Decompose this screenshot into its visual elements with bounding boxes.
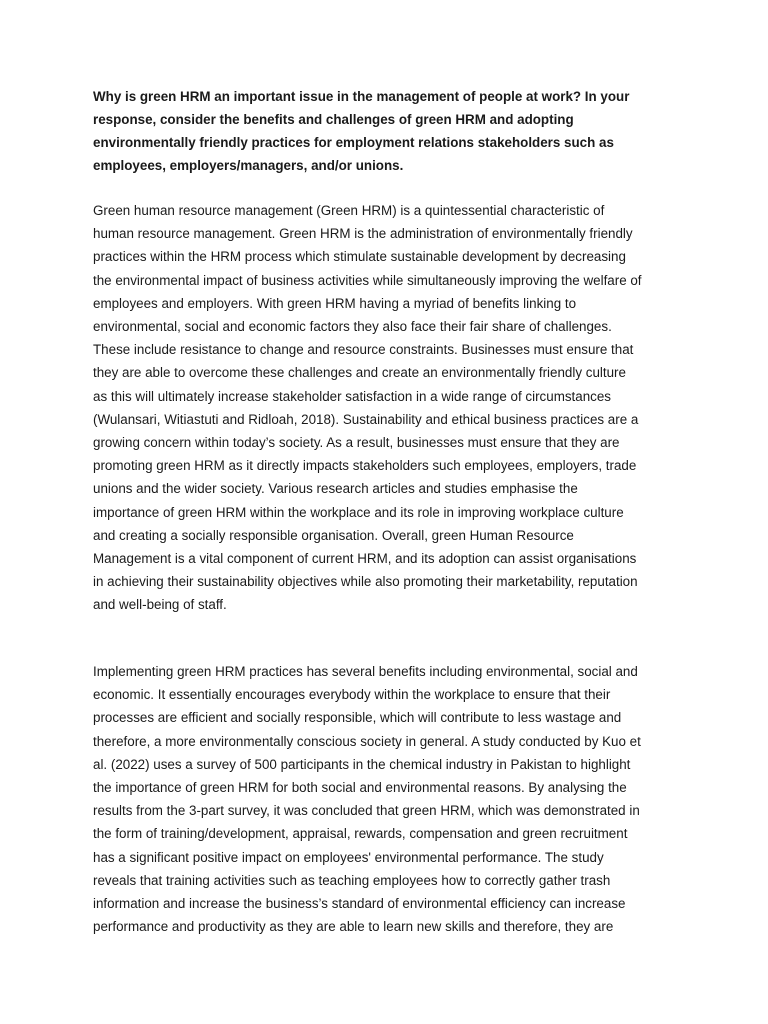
paragraph-benefits bbox=[93, 660, 683, 938]
text-line: environmental, social and economic factors they also face their fair share of challenges. bbox=[93, 319, 612, 335]
text-line: unions and the wider society. Various research articles and studies emphasise the bbox=[93, 481, 578, 497]
text-line: (Wulansari, Witiastuti and Ridloah, 2018). Sustainability and ethical business practices are a bbox=[93, 411, 639, 427]
text-line: as this will ultimately increase stakeholder satisfaction in a wide range of circumstances bbox=[93, 388, 612, 404]
text-line: economic. It essentially encourages everybody within the workplace to ensure that their bbox=[93, 687, 611, 703]
text-line: processes are efficient and socially responsible, which will contribute to less wastage and bbox=[93, 710, 622, 726]
text-line: the environmental impact of business activities while simultaneously improving the welfare of bbox=[93, 272, 642, 288]
text-line: Management is a vital component of current HRM, and its adoption can assist organisations bbox=[93, 551, 637, 567]
text-line: promoting green HRM as it directly impacts stakeholders such employees, employers, trade bbox=[93, 458, 637, 474]
text-line: they are able to overcome these challenges and create an environmentally friendly culture bbox=[93, 365, 626, 381]
text-line: therefore, a more environmentally conscious society in general. A study conducted by Kuo et bbox=[93, 733, 641, 749]
question-line: Why is green HRM an important issue in the management of people at work? In your bbox=[93, 89, 630, 104]
text-line: reveals that training activities such as teaching employees how to correctly gather trash bbox=[93, 872, 611, 888]
text-line: Implementing green HRM practices has several benefits including environmental, social and bbox=[93, 664, 638, 679]
question-line: employees, employers/managers, and/or unions. bbox=[93, 158, 404, 173]
text-line: importance of green HRM within the workplace and its role in improving workplace culture bbox=[93, 504, 624, 520]
text-line: has a significant positive impact on employees' environmental performance. The study bbox=[93, 849, 604, 865]
text-line: results from the 3-part survey, it was concluded that green HRM, which was demonstrated in bbox=[93, 803, 640, 819]
text-line: the form of training/development, appraisal, rewards, compensation and green recruitment bbox=[93, 826, 628, 842]
text-line: growing concern within today’s society. As a result, businesses must ensure that they are bbox=[93, 435, 620, 451]
text-line: and well-being of staff. bbox=[93, 597, 227, 613]
question-line: environmentally friendly practices for employment relations stakeholders such as bbox=[93, 135, 614, 150]
paragraph-intro bbox=[93, 199, 683, 617]
text-line: performance and productivity as they are able to learn new skills and therefore, they are bbox=[93, 919, 614, 935]
text-line: and creating a socially responsible organisation. Overall, green Human Resource bbox=[93, 527, 574, 543]
text-line: employees and employers. With green HRM having a myriad of benefits linking to bbox=[93, 295, 577, 311]
text-line: practices within the HRM process which stimulate sustainable development by decreasing bbox=[93, 249, 626, 265]
text-line: These include resistance to change and resource constraints. Businesses must ensure that bbox=[93, 342, 634, 358]
text-line: the importance of green HRM for both social and environmental reasons. By analysing the bbox=[93, 780, 627, 796]
text-line: human resource management. Green HRM is the administration of environmentally friendly bbox=[93, 226, 633, 242]
question-line: response, consider the benefits and challenges of green HRM and adopting bbox=[93, 112, 574, 127]
text-line: information and increase the business’s standard of environmental efficiency can increase bbox=[93, 896, 626, 912]
text-line: Green human resource management (Green HRM) is a quintessential characteristic of bbox=[93, 203, 605, 218]
text-line: al. (2022) uses a survey of 500 participants in the chemical industry in Pakistan to highlight bbox=[93, 756, 631, 772]
text-line: in achieving their sustainability objectives while also promoting their marketability, reputation bbox=[93, 574, 638, 590]
essay-question bbox=[93, 85, 683, 177]
